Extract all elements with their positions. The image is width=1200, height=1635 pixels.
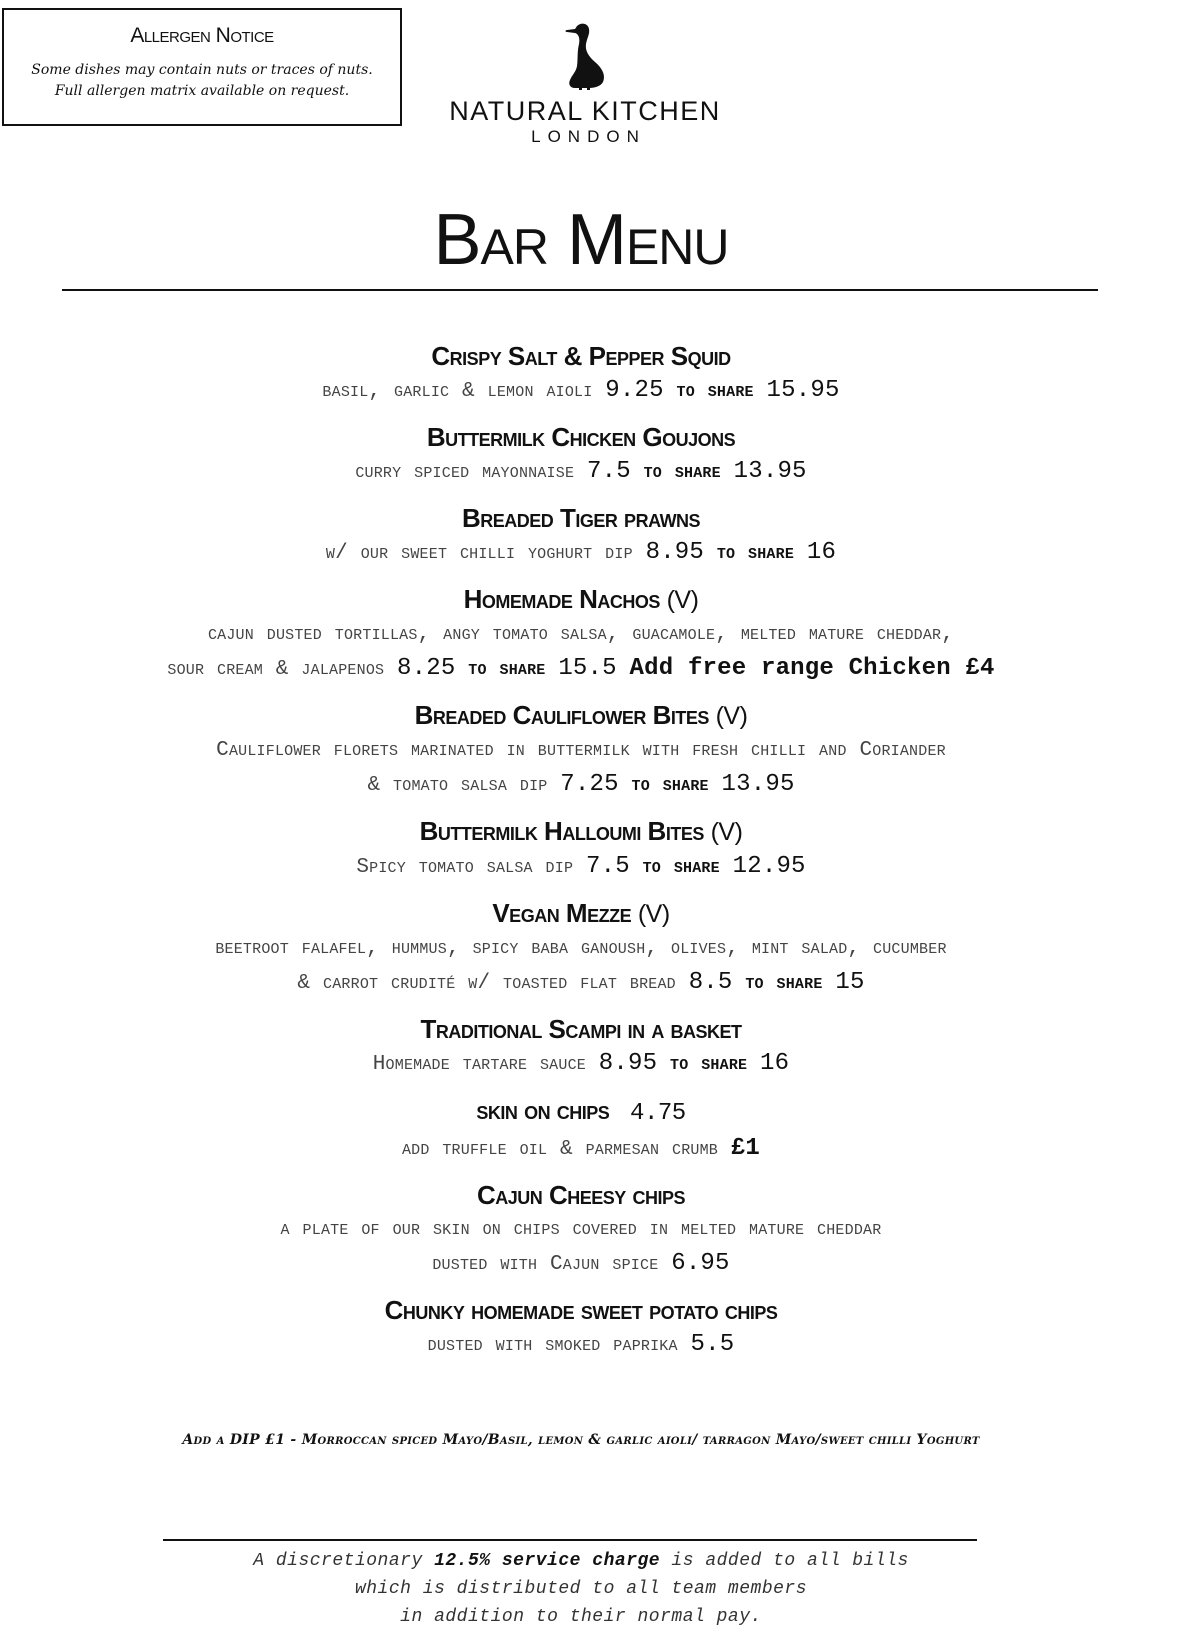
service-line-2: which is distributed to all team members xyxy=(354,1579,808,1599)
share-label: to share xyxy=(670,1053,748,1076)
dish-desc: cajun dusted tortillas, angy tomato salsa, guacamole, melted mature cheddar, xyxy=(207,623,955,646)
allergen-title: Allergen Notice xyxy=(130,24,274,47)
share-label: to share xyxy=(676,380,754,403)
duck-icon xyxy=(555,22,615,90)
dish-price: 7.25 xyxy=(560,771,619,798)
share-label: to share xyxy=(631,774,709,797)
dish-name: Chunky homemade sweet potato chips xyxy=(384,1295,778,1325)
dish-title xyxy=(0,1092,1162,1132)
share-label: to share xyxy=(643,461,721,484)
share-price: 13.95 xyxy=(721,771,795,798)
menu-item xyxy=(0,338,1162,409)
restaurant-logo xyxy=(430,22,740,148)
dish-desc: sour cream & jalapenos xyxy=(167,658,385,681)
dish-name: Buttermilk Halloumi Bites xyxy=(419,816,704,846)
share-price: 16 xyxy=(760,1050,790,1077)
share-label: to share xyxy=(468,658,546,681)
menu-item xyxy=(0,500,1162,571)
share-label: to share xyxy=(642,856,720,879)
vegetarian-badge: (V) xyxy=(710,818,743,846)
allergen-line-1: Some dishes may contain nuts or traces of nuts. xyxy=(31,62,373,78)
dish-description xyxy=(0,455,1162,490)
dish-desc: Homemade tartare sauce xyxy=(372,1053,586,1076)
dish-title xyxy=(0,581,1162,618)
dish-name: Crispy Salt & Pepper Squid xyxy=(431,341,731,371)
vegetarian-badge: (V) xyxy=(637,900,670,928)
allergen-notice xyxy=(2,8,402,126)
dish-price: 5.5 xyxy=(690,1331,735,1358)
dish-desc: w/ our sweet chilli yoghurt dip xyxy=(325,542,633,565)
dish-price: 8.95 xyxy=(598,1050,658,1077)
dish-name: Cajun Cheesy chips xyxy=(476,1180,686,1210)
menu-item xyxy=(0,697,1162,803)
dish-name: Breaded Cauliflower Bites xyxy=(414,700,709,730)
dish-desc: & tomato salsa dip xyxy=(367,774,548,797)
menu-list xyxy=(0,338,1162,1373)
menu-item xyxy=(0,419,1162,490)
dish-description xyxy=(0,374,1162,409)
share-price: 16 xyxy=(806,539,837,566)
page-title: Bar Menu xyxy=(433,200,729,280)
menu-item xyxy=(0,1177,1162,1282)
dish-description xyxy=(0,1247,1162,1282)
menu-item xyxy=(0,1011,1162,1082)
dish-price: 4.75 xyxy=(630,1100,686,1127)
menu-item xyxy=(0,1092,1162,1167)
service-charge-note xyxy=(0,1547,1162,1631)
service-line-3: in addition to their normal pay. xyxy=(400,1607,762,1627)
dish-description xyxy=(0,652,1162,687)
dish-description xyxy=(0,850,1162,885)
dish-desc: a plate of our skin on chips covered in melted mature cheddar xyxy=(280,1218,882,1241)
dish-desc: beetroot falafel, hummus, spicy baba ganoush, olives, mint salad, cucumber xyxy=(215,937,947,960)
menu-item xyxy=(0,813,1162,885)
service-text: is added to all bills xyxy=(660,1551,909,1571)
dish-description xyxy=(0,1328,1162,1363)
dish-description xyxy=(0,1213,1162,1247)
addon-price: £1 xyxy=(730,1135,761,1162)
share-price: 12.95 xyxy=(732,853,806,880)
dish-description xyxy=(0,1047,1162,1082)
share-price: 15.5 xyxy=(558,655,617,682)
dish-desc: dusted with smoked paprika xyxy=(427,1334,678,1357)
share-price: 15 xyxy=(835,969,865,996)
dish-price: 8.95 xyxy=(645,539,705,566)
dish-price: 8.25 xyxy=(397,655,456,682)
dish-description xyxy=(0,966,1162,1001)
dish-price: 7.5 xyxy=(585,853,630,880)
dish-extra: Add free range Chicken £4 xyxy=(629,655,995,682)
allergen-line-2: Full allergen matrix available on request. xyxy=(54,83,350,99)
dish-desc: add truffle oil & parmesan crumb xyxy=(401,1138,719,1161)
share-price: 15.95 xyxy=(766,377,840,404)
vegetarian-badge: (V) xyxy=(715,702,748,730)
dish-desc: & carrot crudité w/ toasted flat bread xyxy=(297,972,676,995)
dish-desc: Spicy tomato salsa dip xyxy=(356,856,574,879)
menu-item xyxy=(0,581,1162,687)
logo-city: LONDON xyxy=(531,127,646,146)
dish-description xyxy=(0,734,1162,768)
share-label: to share xyxy=(716,542,795,565)
dish-title xyxy=(0,813,1162,850)
divider-top xyxy=(62,289,1098,291)
dish-price: 7.5 xyxy=(586,458,631,485)
dish-name: skin on chips xyxy=(476,1095,610,1125)
dish-price: 6.95 xyxy=(671,1250,730,1277)
logo-name: NATURAL KITCHEN xyxy=(449,96,721,126)
service-text: A discretionary xyxy=(253,1551,435,1571)
dish-description xyxy=(0,618,1162,652)
service-charge-highlight: 12.5% service charge xyxy=(434,1551,661,1571)
dish-desc: dusted with Cajun spice xyxy=(432,1253,659,1276)
dish-price: 9.25 xyxy=(605,377,664,404)
dish-desc: basil, garlic & lemon aioli xyxy=(322,380,593,403)
dish-name: Traditional Scampi in a basket xyxy=(420,1014,742,1044)
service-line-1 xyxy=(0,1547,1162,1575)
dish-price: 8.5 xyxy=(688,969,733,996)
dish-desc: Cauliflower florets marinated in buttermilk with fresh chilli and Coriander xyxy=(216,739,946,762)
menu-item xyxy=(0,1292,1162,1363)
dish-name: Buttermilk Chicken Goujons xyxy=(426,422,736,452)
vegetarian-badge: (V) xyxy=(666,586,699,614)
dish-desc: curry spiced mayonnaise xyxy=(355,461,575,484)
dish-name: Breaded Tiger prawns xyxy=(461,503,701,533)
dish-description xyxy=(0,768,1162,803)
divider-bottom xyxy=(163,1539,977,1541)
dish-description xyxy=(0,932,1162,966)
dish-description xyxy=(0,536,1162,571)
dish-name: Homemade Nachos xyxy=(463,584,660,614)
dish-name: Vegan Mezze xyxy=(492,898,632,928)
add-dip-note: Add a DIP £1 - Morroccan spiced Mayo/Basil, lemon & garlic aioli/ tarragon Mayo/sweet chilli Yoghurt xyxy=(182,1432,980,1448)
menu-item xyxy=(0,895,1162,1001)
share-price: 13.95 xyxy=(733,458,807,485)
share-label: to share xyxy=(745,972,823,995)
dish-title xyxy=(0,697,1162,734)
dish-description xyxy=(0,1132,1162,1167)
dish-title xyxy=(0,895,1162,932)
